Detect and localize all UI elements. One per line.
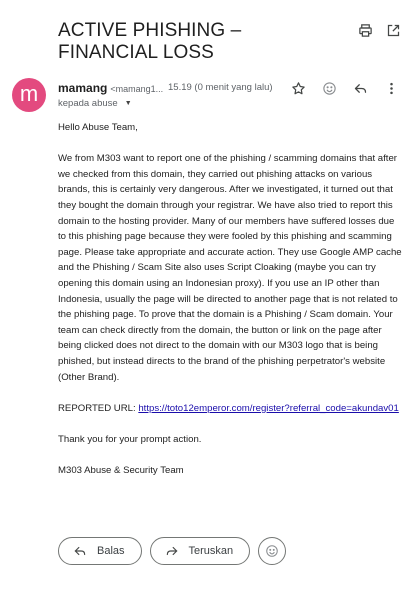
email-thanks: Thank you for your prompt action. — [58, 433, 202, 445]
reported-url-link[interactable]: https://toto12emperor.com/register?referral_code=akundav01 — [138, 402, 399, 414]
forward-button[interactable] — [150, 537, 251, 565]
message-actions — [288, 80, 401, 96]
recipient-dropdown[interactable] — [58, 98, 132, 109]
emoji-icon[interactable] — [319, 80, 339, 96]
forward-icon — [165, 544, 179, 558]
more-vert-icon[interactable] — [381, 80, 401, 96]
reported-url-label: REPORTED URL: — [58, 402, 136, 414]
reply-icon — [73, 544, 87, 558]
emoji-icon — [265, 544, 279, 558]
open-in-new-icon[interactable] — [385, 22, 401, 38]
sender-avatar[interactable]: m — [12, 78, 46, 112]
email-paragraph: We from M303 want to report one of the phishing / scamming domains that after we checked from this domain, they carried out phishing attacks on various brands, this is certainly very dangerous. After we investigated, it turned out that they bought the domain through your registrar. We have also tried to report this domain to the hosting provider. Many of our members have suffered losses due to this phishing page because they were fooled by this phishing and scamming page. Please take appropriate and accurate action. They use Google AMP cache and the Phishing / Scam Site also uses Script Cloaking (maybe you can try opening this domain using an Indonesian proxy). If you use an IP other than Indonesia, usually the page will be directed to another page that is not related to the phishing page. To prove that the domain is a Phishing / Scam domain. Your team can check directly from the domain, the button or link on the page after being clicked does not direct to the domain with our M303 logo that is being phished, but instead directs to the brand of the phishing perpetrator's website (Other Brand). — [58, 153, 402, 383]
email-body — [58, 120, 402, 494]
recipient-label: kepada abuse — [58, 98, 118, 109]
email-greeting: Hello Abuse Team, — [58, 122, 138, 133]
reported-url-line — [58, 401, 402, 417]
email-signature: M303 Abuse & Security Team — [58, 465, 184, 477]
sender-name[interactable]: mamang — [58, 81, 108, 95]
email-subject: ACTIVE PHISHING – FINANCIAL LOSS — [58, 20, 242, 63]
reply-button[interactable] — [58, 537, 142, 565]
reply-button-label: Balas — [97, 545, 125, 557]
sent-time: 15.19 (0 menit yang lalu) — [168, 82, 273, 93]
emoji-reaction-button[interactable] — [258, 537, 286, 565]
forward-button-label: Teruskan — [188, 545, 234, 557]
top-toolbar — [357, 22, 401, 38]
reply-icon[interactable] — [350, 80, 370, 96]
sender-email: <mamang1... — [110, 84, 164, 94]
print-icon[interactable] — [357, 22, 373, 38]
star-icon[interactable] — [288, 80, 308, 96]
caret-down-icon: ▼ — [124, 100, 132, 107]
reply-actions — [58, 537, 286, 565]
